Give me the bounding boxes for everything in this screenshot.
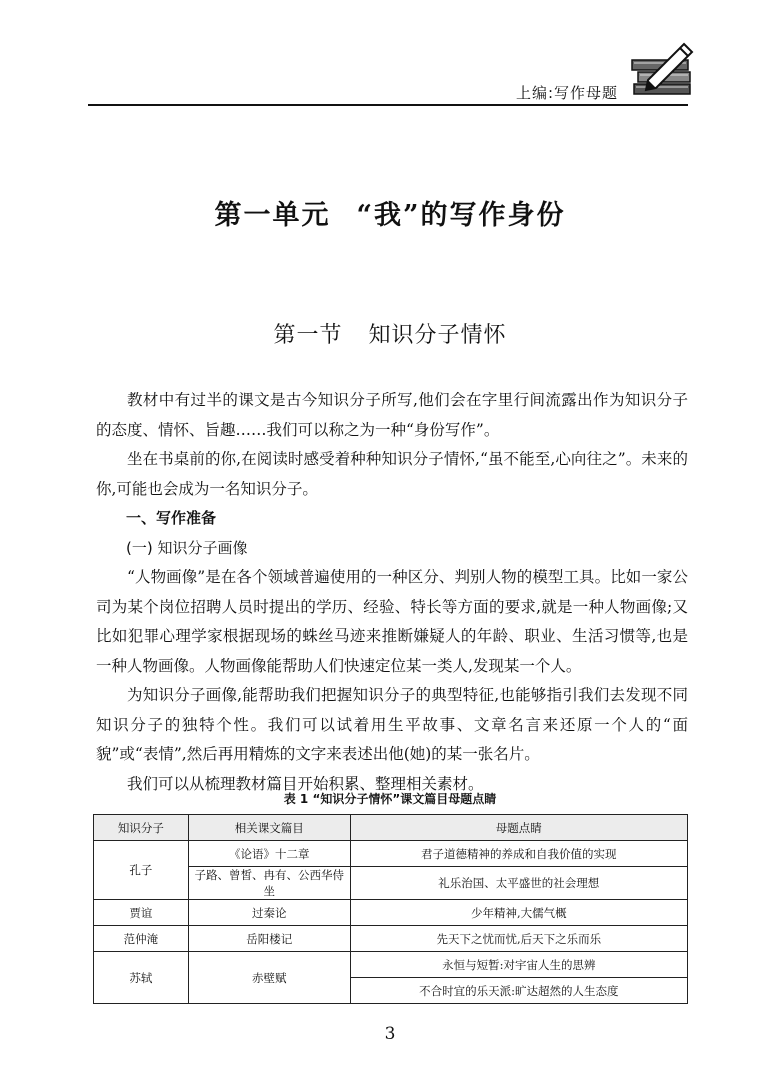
- pencil-books-icon: [630, 40, 696, 106]
- section-title-number: 第一节: [273, 323, 343, 348]
- paragraph-5: 我们可以从梳理教材篇目开始积累、整理相关素材。: [127, 774, 484, 793]
- header-rule: [88, 104, 688, 106]
- cell-person: 贾谊: [94, 900, 189, 926]
- cell-text: 过秦论: [188, 900, 350, 926]
- page-header: [0, 0, 780, 110]
- cell-person: 范仲淹: [94, 926, 189, 952]
- header-person: 知识分子: [94, 815, 189, 841]
- cell-person: 孔子: [94, 841, 189, 900]
- section-title: [0, 318, 780, 349]
- unit-title-number: 第一单元: [214, 200, 331, 231]
- cell-person: 苏轼: [94, 952, 189, 1004]
- table-row: [94, 841, 688, 867]
- paragraph-1: 教材中有过半的课文是古今知识分子所写,他们会在字里行间流露出作为知识分子的态度、情怀、旨趣……我们可以称之为一种“身份写作”。: [96, 391, 688, 439]
- header-text: 相关课文篇目: [188, 815, 350, 841]
- unit-title-text: “我”的写作身份: [356, 200, 566, 231]
- heading-writing-prep: 一、写作准备: [126, 509, 217, 527]
- header-text: 上编:写作母题: [515, 84, 618, 102]
- cell-theme: 永恒与短暂:对宇宙人生的思辨: [350, 952, 687, 978]
- table-caption: 表 1 “知识分子情怀”课文篇目母题点睛: [283, 792, 497, 806]
- paragraph-3: “人物画像”是在各个领域普遍使用的一种区分、判别人物的模型工具。比如一家公司为某个岗位招聘人员时提出的学历、经验、特长等方面的要求,就是一种人物画像;又比如犯罪心理学家根据现场的蛛丝马迹来推断嫌疑人的年龄、职业、生活习惯等,也是一种人物画像。人物画像能帮助人们快速定位某一类人,发现某一个人。: [96, 568, 688, 675]
- cell-theme: 先天下之忧而忧,后天下之乐而乐: [350, 926, 687, 952]
- heading-portrait: (一) 知识分子画像: [126, 538, 248, 557]
- theme-table: [93, 814, 688, 1004]
- cell-text: 《论语》十二章: [188, 841, 350, 867]
- cell-theme: 礼乐治国、太平盛世的社会理想: [350, 867, 687, 900]
- page-number: 3: [384, 1024, 396, 1044]
- table-row: [94, 952, 688, 978]
- table-header-row: [94, 815, 688, 841]
- cell-theme: 君子道德精神的养成和自我价值的实现: [350, 841, 687, 867]
- cell-text: 岳阳楼记: [188, 926, 350, 952]
- table-row: [94, 900, 688, 926]
- cell-theme: 不合时宜的乐天派:旷达超然的人生态度: [350, 978, 687, 1004]
- unit-title: [0, 193, 780, 232]
- intro-text: [96, 386, 688, 799]
- header-theme: 母题点睛: [350, 815, 687, 841]
- section-title-text: 知识分子情怀: [368, 323, 507, 348]
- paragraph-2: 坐在书桌前的你,在阅读时感受着种种知识分子情怀,“虽不能至,心向往之”。未来的你,可能也会成为一名知识分子。: [96, 450, 688, 498]
- cell-text: 子路、曾皙、冉有、公西华侍坐: [188, 867, 350, 900]
- cell-text: 赤壁赋: [188, 952, 350, 1004]
- cell-theme: 少年精神,大儒气概: [350, 900, 687, 926]
- paragraph-4: 为知识分子画像,能帮助我们把握知识分子的典型特征,也能够指引我们去发现不同知识分子的独特个性。我们可以试着用生平故事、文章名言来还原一个人的“面貌”或“表情”,然后再用精炼的文字来表述出他(她)的某一张名片。: [96, 686, 688, 763]
- table-row: [94, 926, 688, 952]
